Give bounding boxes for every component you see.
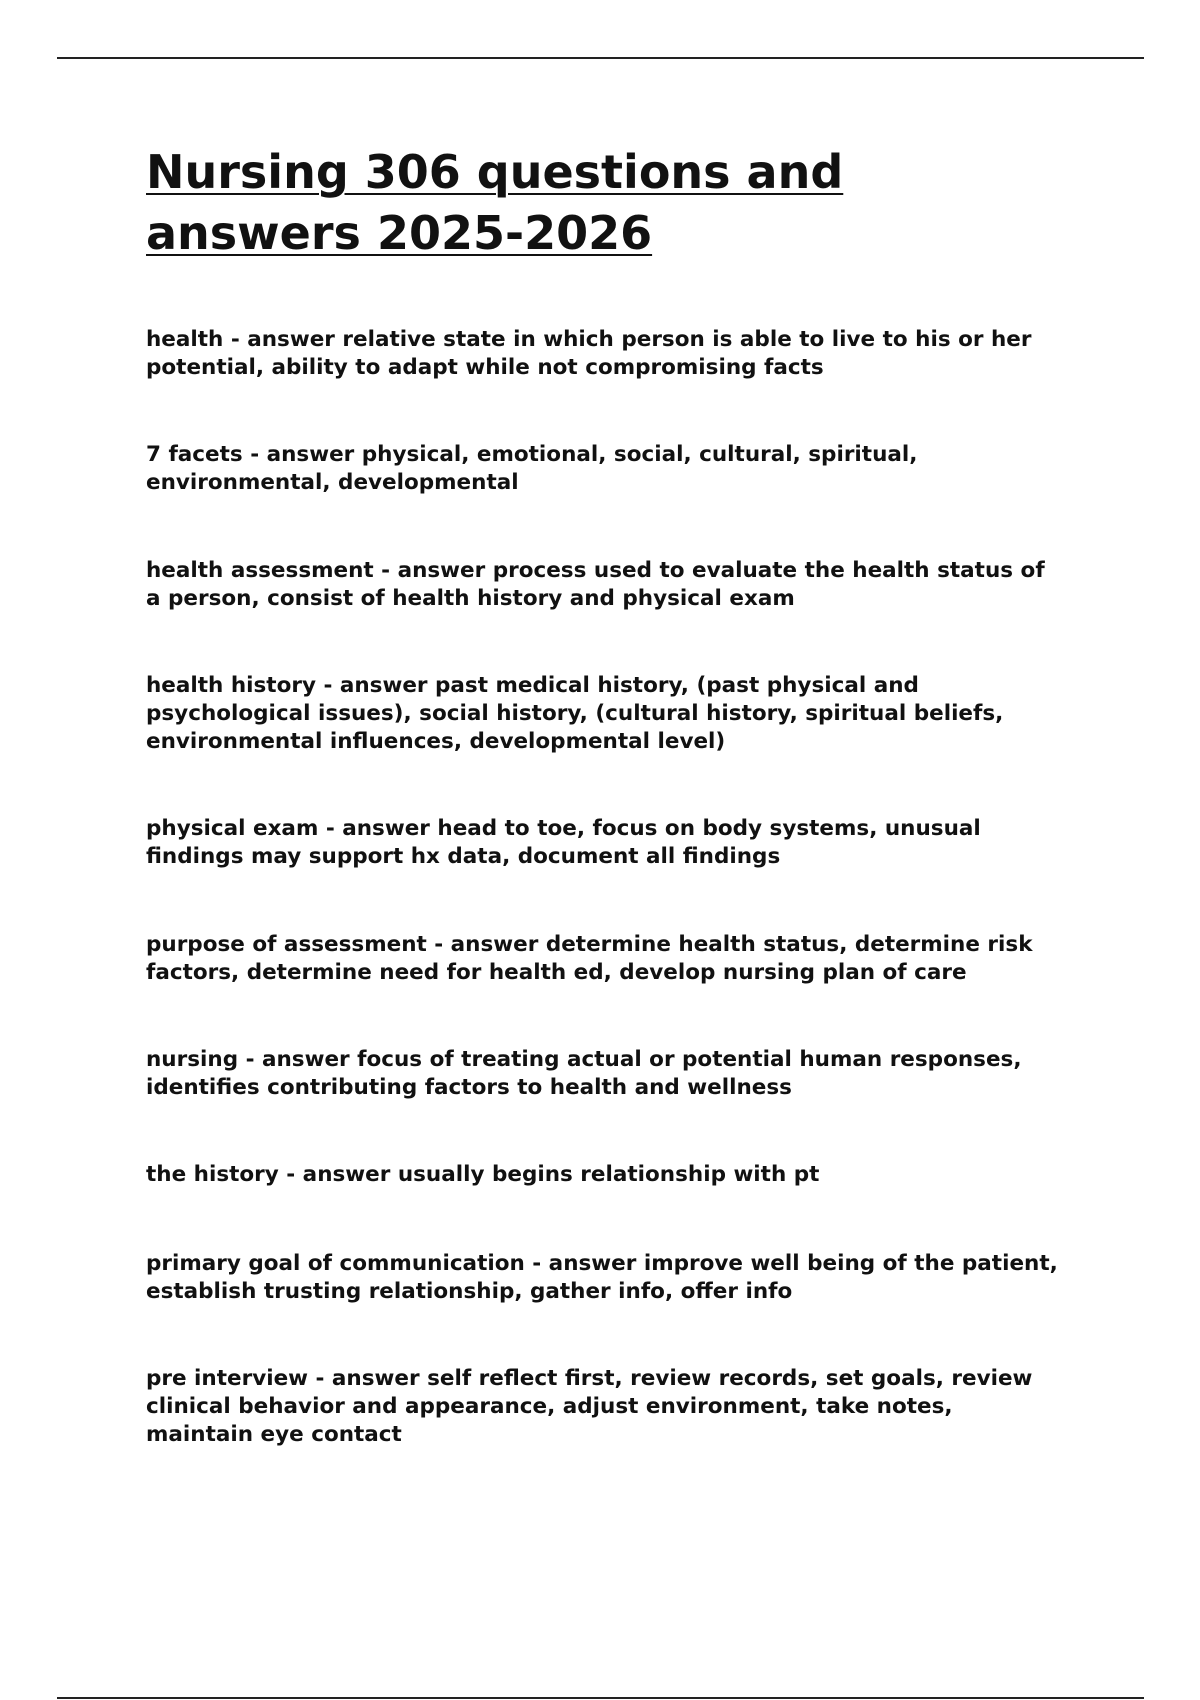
qa-item: purpose of assessment - answer determine health status, determine risk factors, determine need for health ed, develop nursing plan of care — [146, 932, 1033, 985]
qa-item: primary goal of communication - answer improve well being of the patient, establish trusting relationship, gather info, offer info — [146, 1251, 1058, 1304]
qa-item: health assessment - answer process used to evaluate the health status of a person, consist of health history and physical exam — [146, 558, 1045, 611]
document-title: Nursing 306 questions and answers 2025-2026 — [146, 145, 844, 260]
bottom-rule — [57, 1697, 1144, 1699]
qa-item: the history - answer usually begins relationship with pt — [146, 1162, 820, 1187]
qa-item: health - answer relative state in which person is able to live to his or her potential, ability to adapt while not compromising facts — [146, 327, 1032, 380]
qa-item: pre interview - answer self reflect first, review records, set goals, review clinical behavior and appearance, adjust environment, take notes, maintain eye contact — [146, 1366, 1033, 1447]
qa-item: nursing - answer focus of treating actual or potential human responses, identifies contributing factors to health and wellness — [146, 1047, 1022, 1100]
top-rule — [57, 57, 1144, 59]
qa-item: health history - answer past medical history, (past physical and psychological issues), social history, (cultural history, spiritual beliefs, environmental influences, developmental level) — [146, 673, 1004, 754]
qa-item: 7 facets - answer physical, emotional, social, cultural, spiritual, environmental, developmental — [146, 442, 918, 495]
document-body — [146, 142, 1096, 1447]
qa-item: physical exam - answer head to toe, focus on body systems, unusual findings may support hx data, document all findings — [146, 816, 981, 869]
